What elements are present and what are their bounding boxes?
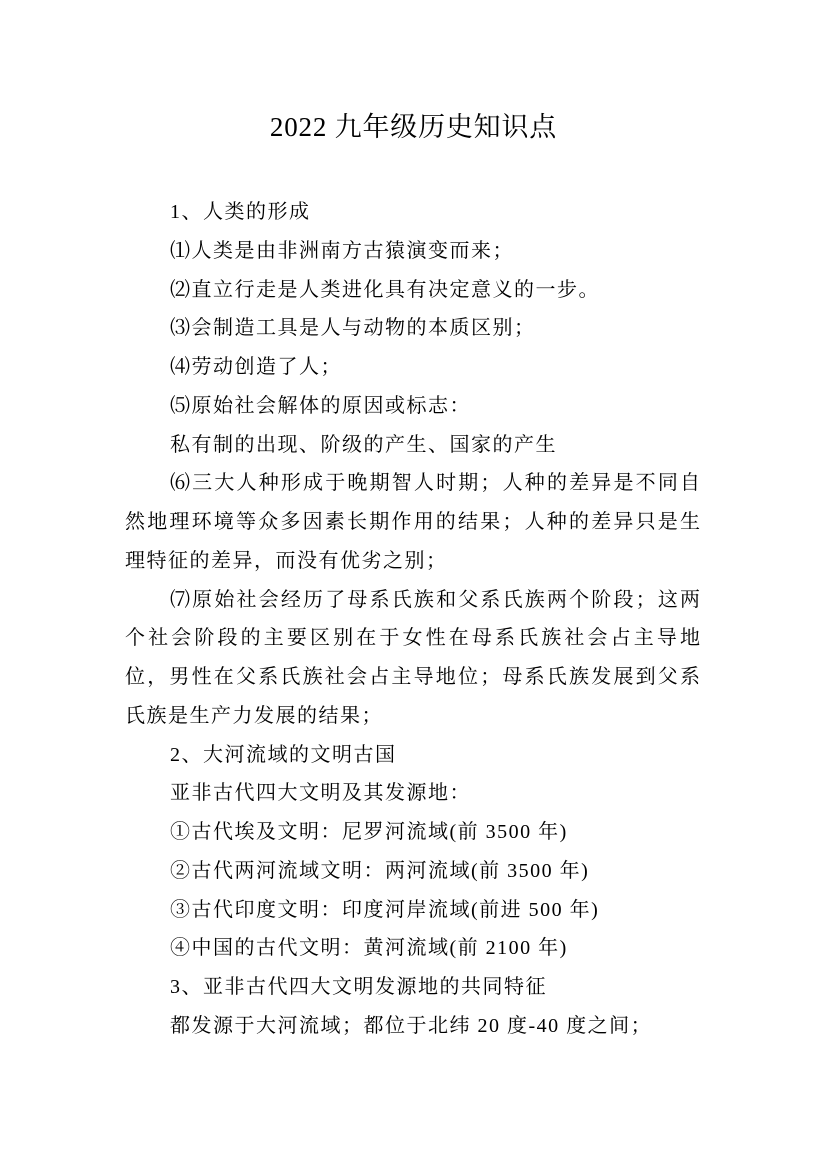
- paragraph-line: 位，男性在父系氏族社会占主导地位；母系氏族发展到父系: [125, 666, 700, 688]
- list-item: [125, 271, 700, 310]
- paragraph-line: ⑷劳动创造了人；: [170, 356, 342, 378]
- section-heading-3: [125, 968, 700, 1007]
- paragraph-line: ⑶会制造工具是人与动物的本质区别；: [170, 317, 536, 340]
- list-item: [125, 232, 700, 271]
- paragraph-line: 2、大河流域的文明古国: [170, 743, 397, 766]
- list-item: [125, 929, 700, 968]
- paragraph-line: 都发源于大河流域；都位于北纬 20 度-40 度之间；: [170, 1014, 653, 1037]
- paragraph-line: 氏族是生产力发展的结果；: [125, 704, 383, 727]
- paragraph-line: 理特征的差异，而没有优劣之别；: [125, 549, 448, 572]
- list-item: [125, 309, 700, 348]
- paragraph: [125, 1007, 700, 1046]
- paragraph-line: ⑺原始社会经历了母系氏族和父系氏族两个阶段；这两: [170, 588, 700, 611]
- list-item: [125, 387, 700, 426]
- paragraph-line: 亚非古代四大文明及其发源地：: [170, 782, 471, 805]
- section-heading-2: [125, 736, 700, 775]
- document-body: [125, 193, 700, 1046]
- list-item: [125, 348, 700, 387]
- paragraph-line: 个社会阶段的主要区别在于女性在母系氏族社会占主导地: [125, 627, 700, 650]
- paragraph: [125, 426, 700, 465]
- paragraph-line: ⑴人类是由非洲南方古猿演变而来；: [170, 239, 514, 262]
- paragraph: [125, 774, 700, 813]
- list-item: [125, 464, 700, 580]
- section-heading-1: [125, 193, 700, 232]
- paragraph-line: ④中国的古代文明：黄河流域(前 2100 年): [170, 937, 568, 960]
- document-title: 2022 九年级历史知识点: [269, 112, 558, 142]
- list-item: [125, 813, 700, 852]
- paragraph-line: ②古代两河流域文明：两河流域(前 3500 年): [170, 859, 590, 882]
- paragraph-line: 1、人类的形成: [170, 201, 311, 223]
- paragraph-line: 然地理环境等众多因素长期作用的结果；人种的差异只是生: [125, 511, 700, 533]
- paragraph-line: ①古代埃及文明：尼罗河流域(前 3500 年): [170, 821, 568, 843]
- list-item: [125, 581, 700, 736]
- paragraph-line: ③古代印度文明：印度河岸流域(前进 500 年): [170, 898, 600, 921]
- paragraph-line: 3、亚非古代四大文明发源地的共同特征: [170, 976, 547, 998]
- paragraph-line: ⑵直立行走是人类进化具有决定意义的一步。: [170, 278, 600, 301]
- paragraph-line: ⑹三大人种形成于晚期智人时期；人种的差异是不同自: [170, 472, 700, 495]
- paragraph-line: ⑸原始社会解体的原因或标志：: [170, 394, 471, 417]
- paragraph-line: 私有制的出现、阶级的产生、国家的产生: [170, 433, 557, 456]
- list-item: [125, 852, 700, 891]
- list-item: [125, 891, 700, 930]
